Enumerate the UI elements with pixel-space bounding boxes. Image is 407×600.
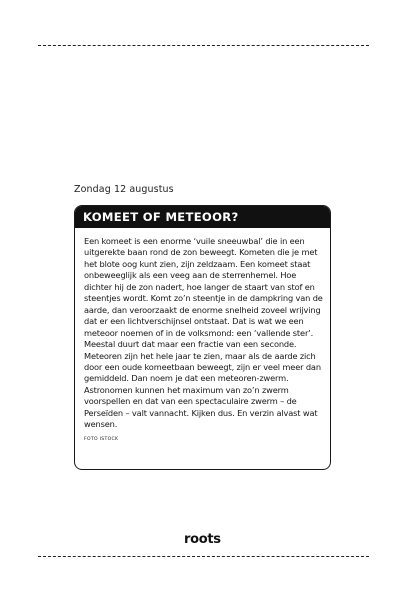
article-body-container	[75, 228, 330, 445]
roots-logo: roots	[184, 532, 221, 547]
article-body: Een komeet is een enorme ‘vuile sneeuwbal’ die in een uitgerekte baan rond de zon beweegt. Kometen die je met het blote oog kunt zien, zijn zeldzaam. Een komeet staat onbeweeglijk als een veeg aan de sterrenhemel. Hoe dichter hij de zon nadert, hoe langer de staart van stof en steentjes wordt. Komt zo’n steentje in de dampkring van de aarde, dan veroorzaakt de enorme snelheid zoveel wrijving dat er een lichtverschijnsel ontstaat. Dat is wat we een meteoor noemen of in de volksmond: een ‘vallende ster’. Meestal duurt dat maar een fractie van een seconde. Meteoren zijn het hele jaar te zien, maar als de aarde zich door een oude komeetbaan beweegt, zijn er veel meer dan gemiddeld. Dan noem je dat een meteoren-zwerm. Astronomen kunnen het maximum van zo’n zwerm voorspellen en dat van een spectaculaire zwerm – de Perseïden – valt vannacht. Kijken dus. En verzin alvast wat wensen.	[84, 236, 323, 430]
top-dashed-divider	[38, 45, 369, 46]
article-card	[74, 205, 331, 470]
photo-credit: FOTO ISTOCK	[84, 436, 119, 442]
bottom-dashed-divider	[38, 556, 369, 557]
article-title: KOMEET OF METEOOR?	[75, 206, 330, 228]
date-label: Zondag 12 augustus	[74, 184, 174, 195]
